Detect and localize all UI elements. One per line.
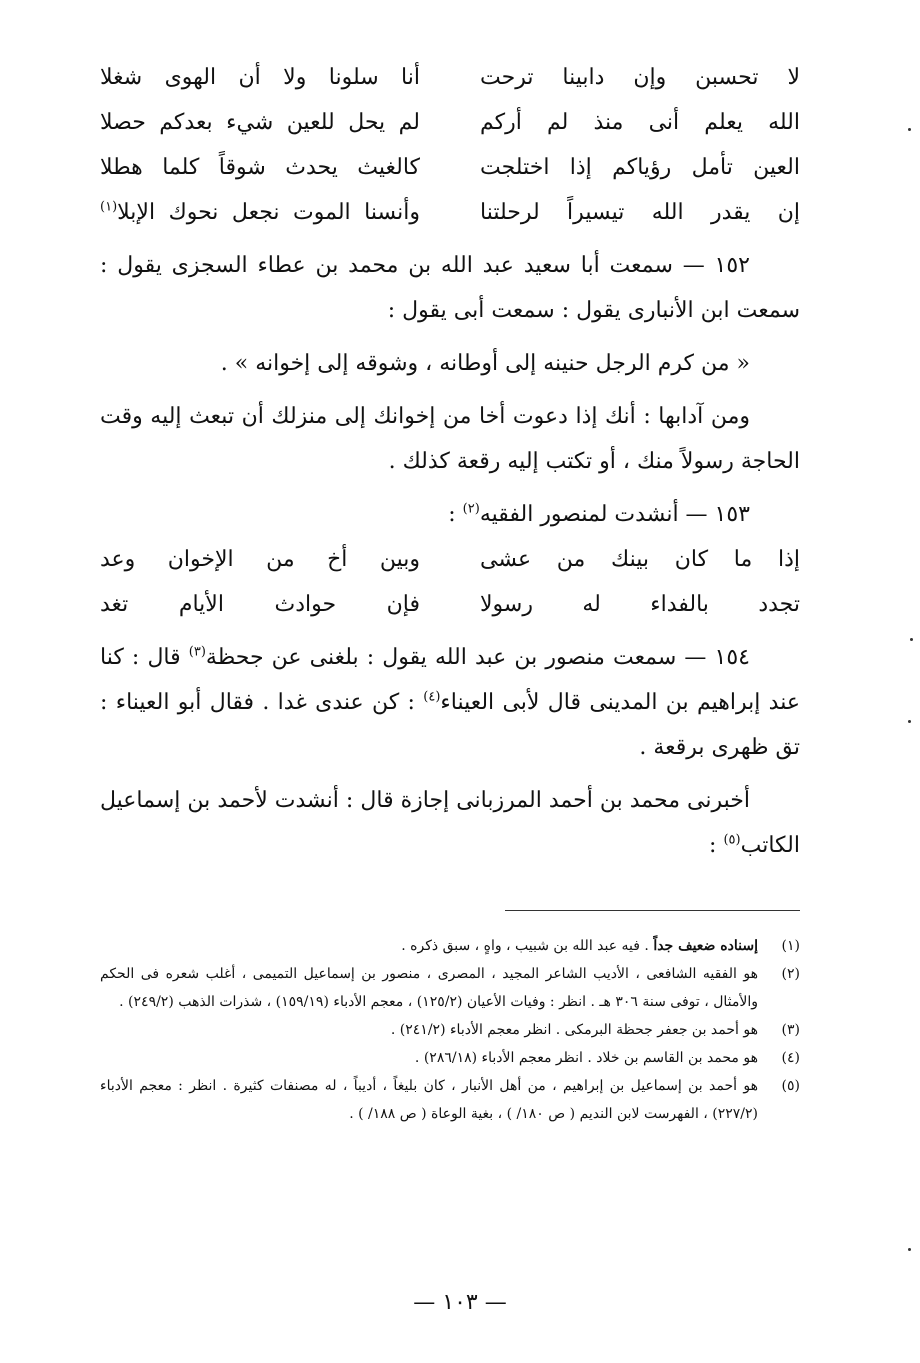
verse-hemistich-second: لم يحل للعين شيء بعدكم حصلا xyxy=(100,110,420,135)
paragraph-152: ١٥٢ — سمعت أبا سعيد عبد الله بن محمد بن عطاء السجزى يقول : سمعت ابن الأنبارى يقول : سمعت أبى يقول : xyxy=(100,253,800,323)
footnote-text: هو أحمد بن إسماعيل بن إبراهيم ، من أهل الأنبار ، كان بليغاً ، أديباً ، له مصنفات كثيرة . انظر : معجم الأدباء (٢٢٧/٢) ، الفهرست لابن النديم ( ص ١٨٠/ ) ، بغية الوعاة ( ص ١٨٨/ ) . xyxy=(100,1078,758,1122)
page-body xyxy=(100,55,800,1345)
verse-line xyxy=(100,190,800,235)
footnote-number: (٢) xyxy=(781,966,800,982)
scan-speck xyxy=(908,1248,911,1251)
verse-hemistich-second: فإن حوادث الأيام تغد xyxy=(100,592,420,617)
footnote xyxy=(100,1072,800,1128)
verse-hemistich-second: كالغيث يحدث شوقاً كلما هطلا xyxy=(100,155,420,180)
verse-hemistich-first: إذا ما كان بينك من عشى xyxy=(480,547,800,572)
footnote xyxy=(100,932,800,960)
verse-line xyxy=(100,55,800,100)
footnote-text xyxy=(100,932,758,960)
footnote-body: . فيه عبد الله بن شبيب ، واهٍ ، سبق ذكره . xyxy=(401,938,654,954)
footnote-text: هو أحمد بن جعفر جحظة البرمكى . انظر معجم الأدباء (٢٤١/٢) . xyxy=(390,1022,758,1038)
footnote-number: (٤) xyxy=(781,1050,800,1066)
quote: « من كرم الرجل حنينه إلى أوطانه ، وشوقه إلى إخوانه » . xyxy=(220,351,750,376)
paragraph-154 xyxy=(100,635,800,770)
paragraph-text: : xyxy=(709,833,724,858)
paragraph-text: : كن عندى غدا . فقال أبو العيناء : تق ظهرى برقعة . xyxy=(100,690,800,760)
verse-line xyxy=(100,100,800,145)
footnote-number: (١) xyxy=(781,938,800,954)
verse-hemistich-first: تجدد بالفداء له رسولا xyxy=(480,592,800,617)
paragraph-text: قال : كنا عند إبراهيم بن المدينى قال لأبى العيناء xyxy=(100,645,800,715)
verse-line xyxy=(100,145,800,190)
verse-line xyxy=(100,537,800,582)
footnote-ref: (١) xyxy=(100,199,118,215)
footnote-text: هو محمد بن القاسم بن خلاد . انظر معجم الأدباء (٢٨٦/١٨) . xyxy=(414,1050,758,1066)
paragraph-adab: ومن آدابها : أنك إذا دعوت أخا من إخوانك إلى منزلك أن تبعث إليه وقت الحاجة رسولاً منك ، أو تكتب إليه رقعة كذلك . xyxy=(100,404,800,474)
paragraph-text: ١٥٣ — أنشدت لمنصور الفقيه xyxy=(479,502,750,527)
verse-hemistich-first: لا تحسبن وإن دابينا ترحت xyxy=(480,65,800,90)
verse-line xyxy=(100,582,800,627)
verse-hemistich-first: إن يقدر الله تيسيراً لرحلتنا xyxy=(480,200,800,225)
footnote-ref: (٥) xyxy=(723,832,741,848)
scan-speck xyxy=(908,720,911,723)
paragraph-153 xyxy=(100,492,800,537)
footnote xyxy=(100,960,800,1016)
poem-2 xyxy=(100,537,800,627)
footnote-number: (٣) xyxy=(781,1022,800,1038)
paragraph-last xyxy=(100,778,800,868)
footnote-text: هو الفقيه الشافعى ، الأديب الشاعر المجيد ، المصرى ، منصور بن إسماعيل التميمى ، أغلب شعره فى الحكم والأمثال ، توفى سنة ٣٠٦ هـ . انظر : وفيات الأعيان (١٢٥/٢) ، معجم الأدباء (١٥٩/١٩) ، شذرات الذهب (٢٤٩/٢) . xyxy=(100,966,758,1010)
footnote-separator xyxy=(505,910,800,911)
page-number: — ١٠٣ — xyxy=(413,1290,507,1315)
verse-hemistich-second: أنا سلونا ولا أن الهوى شغلا xyxy=(100,65,420,90)
paragraph-text: : xyxy=(448,502,463,527)
verse-hemistich-second: وبين أخ من الإخوان وعد xyxy=(100,547,420,572)
footnote xyxy=(100,1044,800,1072)
scan-speck xyxy=(910,638,913,641)
verse-hemistich-second xyxy=(100,200,420,225)
scan-speck xyxy=(908,128,911,131)
footnote-ref: (٣) xyxy=(188,644,206,660)
paragraph-text: ١٥٤ — سمعت منصور بن عبد الله يقول : بلغنى عن جحظة xyxy=(205,645,750,670)
footnote-emphasis: إسناده ضعيف جداً xyxy=(653,938,758,954)
footnote-number: (٥) xyxy=(781,1078,800,1094)
verse-text: وأنسنا الموت نجعل نحوك الإبلا xyxy=(117,200,420,225)
footnotes xyxy=(100,932,800,1128)
footnote-ref: (٤) xyxy=(423,689,441,705)
verse-hemistich-first: العين تأمل رؤياكم إذا اختلجت xyxy=(480,155,800,180)
paragraph-text: أخبرنى محمد بن أحمد المرزبانى إجازة قال : أنشدت لأحمد بن إسماعيل الكاتب xyxy=(100,788,800,858)
footnote-ref: (٢) xyxy=(462,501,480,517)
footnote xyxy=(100,1016,800,1044)
poem-1 xyxy=(100,55,800,235)
verse-hemistich-first: الله يعلم أنى منذ لم أركم xyxy=(480,110,800,135)
